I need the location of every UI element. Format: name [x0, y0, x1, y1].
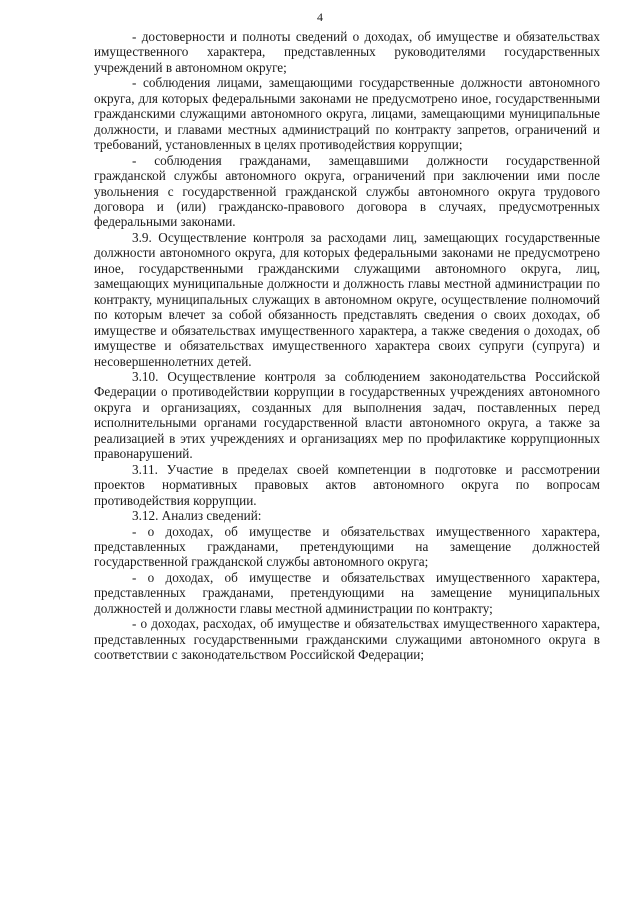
document-body	[94, 29, 600, 663]
paragraph-6: 3.11. Участие в пределах своей компетенции в подготовке и рассмотрении проектов нормативных правовых актов автономного округа по вопросам противодействия коррупции.	[94, 461, 600, 508]
paragraph-1: - достоверности и полноты сведений о доходах, об имуществе и обязательствах имущественного характера, представленных руководителями государственных учреждений в автономном округе;	[94, 29, 600, 75]
paragraph-9: - о доходах, об имуществе и обязательствах имущественного характера, представленных гражданами, претендующими на замещение муниципальных должностей и должности главы местной администрации по контракту;	[94, 569, 600, 616]
paragraph-10: - о доходах, расходах, об имуществе и обязательствах имущественного характера, представленных государственными гражданскими служащими автономного округа в соответствии с законодательством Российской Федерации;	[94, 616, 600, 663]
paragraph-2: - соблюдения лицами, замещающими государственные должности автономного округа, для которых федеральными законами не предусмотрено иное, государственными гражданскими служащими автономного округа, лицами, замещающими муниципальные должности, и главами местных администраций по контракту запретов, ограничений и требований, установленных в целях противодействия коррупции;	[94, 75, 600, 153]
page-number: 4	[317, 10, 323, 24]
paragraph-8: - о доходах, об имуществе и обязательствах имущественного характера, представленных гражданами, претендующими на замещение должностей государственной гражданской службы автономного округа;	[94, 523, 600, 570]
paragraph-4: 3.9. Осуществление контроля за расходами лиц, замещающих государственные должности автономного округа, для которых федеральными законами не предусмотрено иное, государственными гражданскими служащими автономного округа, лиц, замещающих муниципальные должности и должность главы местной администрации по контракту, муниципальных служащих в автономном округе, осуществление полномочий по которым влечет за собой обязанность представлять сведения о своих доходах, об имуществе и обязательствах имущественного характера, а также сведения о доходах, об имуществе и обязательствах имущественного характера своих супруги (супруга) и несовершеннолетних детей.	[94, 229, 600, 369]
paragraph-5: 3.10. Осуществление контроля за соблюдением законодательства Российской Федерации о противодействии коррупции в государственных учреждениях автономного округа и организациях, созданных для выполнения задач, поставленных перед исполнительными органами государственной власти автономного округа, а также за реализацией в этих учреждениях и организациях мер по профилактике коррупционных правонарушений.	[94, 368, 600, 462]
paragraph-3: - соблюдения гражданами, замещавшими должности государственной гражданской службы автономного округа, ограничений при заключении ими после увольнения с государственной гражданской службы автономного округа трудового договора и (или) гражданско-правового договора в случаях, предусмотренных федеральными законами.	[94, 152, 600, 230]
paragraph-7: 3.12. Анализ сведений:	[132, 508, 262, 524]
